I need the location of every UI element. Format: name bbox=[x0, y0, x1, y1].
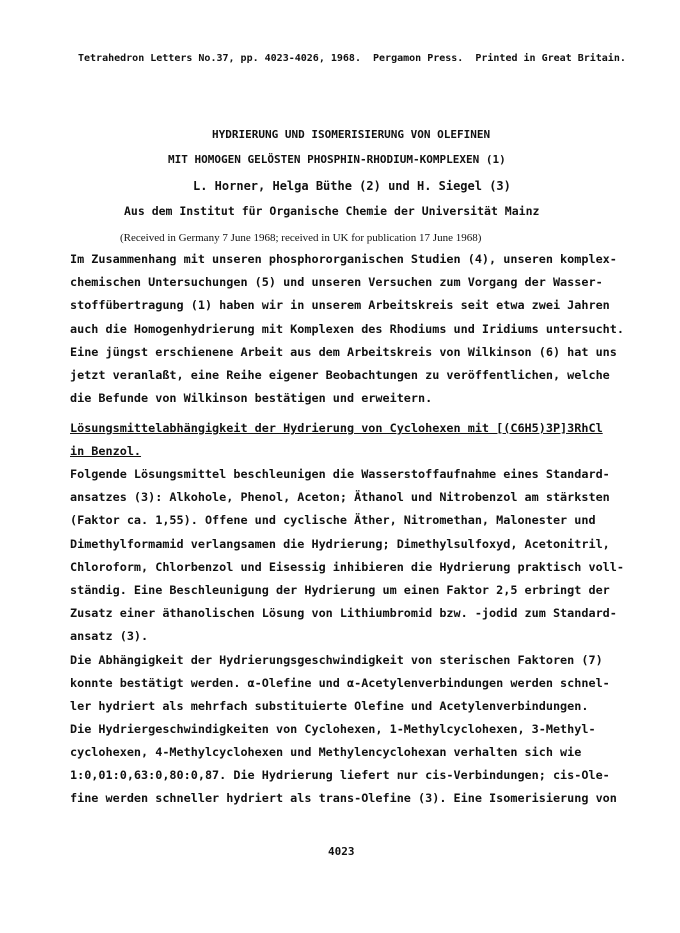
paragraph-line: Eine jüngst erschienene Arbeit aus dem Arbeitskreis von Wilkinson (6) hat uns bbox=[70, 345, 617, 359]
title-line-2: MIT HOMOGEN GELÖSTEN PHOSPHIN-RHODIUM-KOMPLEXEN (1) bbox=[168, 153, 506, 166]
paragraph-line: Chloroform, Chlorbenzol und Eisessig inhibieren die Hydrierung praktisch voll- bbox=[70, 560, 624, 574]
paragraph-line: jetzt veranlaßt, eine Reihe eigener Beobachtungen zu veröffentlichen, welche bbox=[70, 368, 610, 382]
paragraph-line: ansatz (3). bbox=[70, 629, 149, 643]
paragraph-line: Die Hydriergeschwindigkeiten von Cyclohexen, 1-Methylcyclohexen, 3-Methyl- bbox=[70, 722, 596, 736]
paragraph-line: ständig. Eine Beschleunigung der Hydrierung um einen Faktor 2,5 erbringt der bbox=[70, 583, 610, 597]
paragraph-line: cyclohexen, 4-Methylcyclohexen und Methylencyclohexan verhalten sich wie bbox=[70, 745, 582, 759]
received-note: (Received in Germany 7 June 1968; received in UK for publication 17 June 1968) bbox=[120, 232, 482, 244]
paragraph-line: ler hydriert als mehrfach substituierte Olefine und Acetylenverbindungen. bbox=[70, 699, 589, 713]
section-heading-line-1: Lösungsmittelabhängigkeit der Hydrierung von Cyclohexen mit [(C6H5)3P]3RhCl bbox=[70, 421, 603, 435]
page-number: 4023 bbox=[328, 845, 355, 858]
paragraph-line: Im Zusammenhang mit unseren phosphororganischen Studien (4), unseren komplex- bbox=[70, 252, 617, 266]
journal-header: Tetrahedron Letters No.37, pp. 4023-4026, 1968. Pergamon Press. Printed in Great Britain. bbox=[78, 53, 626, 64]
paragraph-line: chemischen Untersuchungen (5) und unseren Versuchen zum Vorgang der Wasser- bbox=[70, 275, 603, 289]
paragraph-line: konnte bestätigt werden. α-Olefine und α-Acetylenverbindungen werden schnel- bbox=[70, 676, 610, 690]
paragraph-line: Die Abhängigkeit der Hydrierungsgeschwindigkeit von sterischen Faktoren (7) bbox=[70, 653, 603, 667]
paragraph-line: stoffübertragung (1) haben wir in unserem Arbeitskreis seit etwa zwei Jahren bbox=[70, 298, 610, 312]
paragraph-line: auch die Homogenhydrierung mit Komplexen des Rhodiums und Iridiums untersucht. bbox=[70, 322, 624, 336]
paragraph-line: (Faktor ca. 1,55). Offene und cyclische Äther, Nitromethan, Malonester und bbox=[70, 513, 596, 527]
section-heading-line-2: in Benzol. bbox=[70, 444, 142, 458]
paragraph-line: ansatzes (3): Alkohole, Phenol, Aceton; Äthanol und Nitrobenzol am stärksten bbox=[70, 490, 610, 504]
paragraph-line: Zusatz einer äthanolischen Lösung von Lithiumbromid bzw. -jodid zum Standard- bbox=[70, 606, 617, 620]
paragraph-line: 1:0,01:0,63:0,80:0,87. Die Hydrierung liefert nur cis-Verbindungen; cis-Ole- bbox=[70, 768, 610, 782]
authors: L. Horner, Helga Büthe (2) und H. Siegel (3) bbox=[193, 179, 511, 193]
institute: Aus dem Institut für Organische Chemie der Universität Mainz bbox=[124, 204, 540, 218]
paragraph-line: die Befunde von Wilkinson bestätigen und erweitern. bbox=[70, 391, 433, 405]
paragraph-line: Folgende Lösungsmittel beschleunigen die Wasserstoffaufnahme eines Standard- bbox=[70, 467, 610, 481]
paragraph-line: fine werden schneller hydriert als trans-Olefine (3). Eine Isomerisierung von bbox=[70, 791, 617, 805]
title-line-1: HYDRIERUNG UND ISOMERISIERUNG VON OLEFINEN bbox=[212, 128, 491, 141]
paragraph-line: Dimethylformamid verlangsamen die Hydrierung; Dimethylsulfoxyd, Acetonitril, bbox=[70, 537, 610, 551]
